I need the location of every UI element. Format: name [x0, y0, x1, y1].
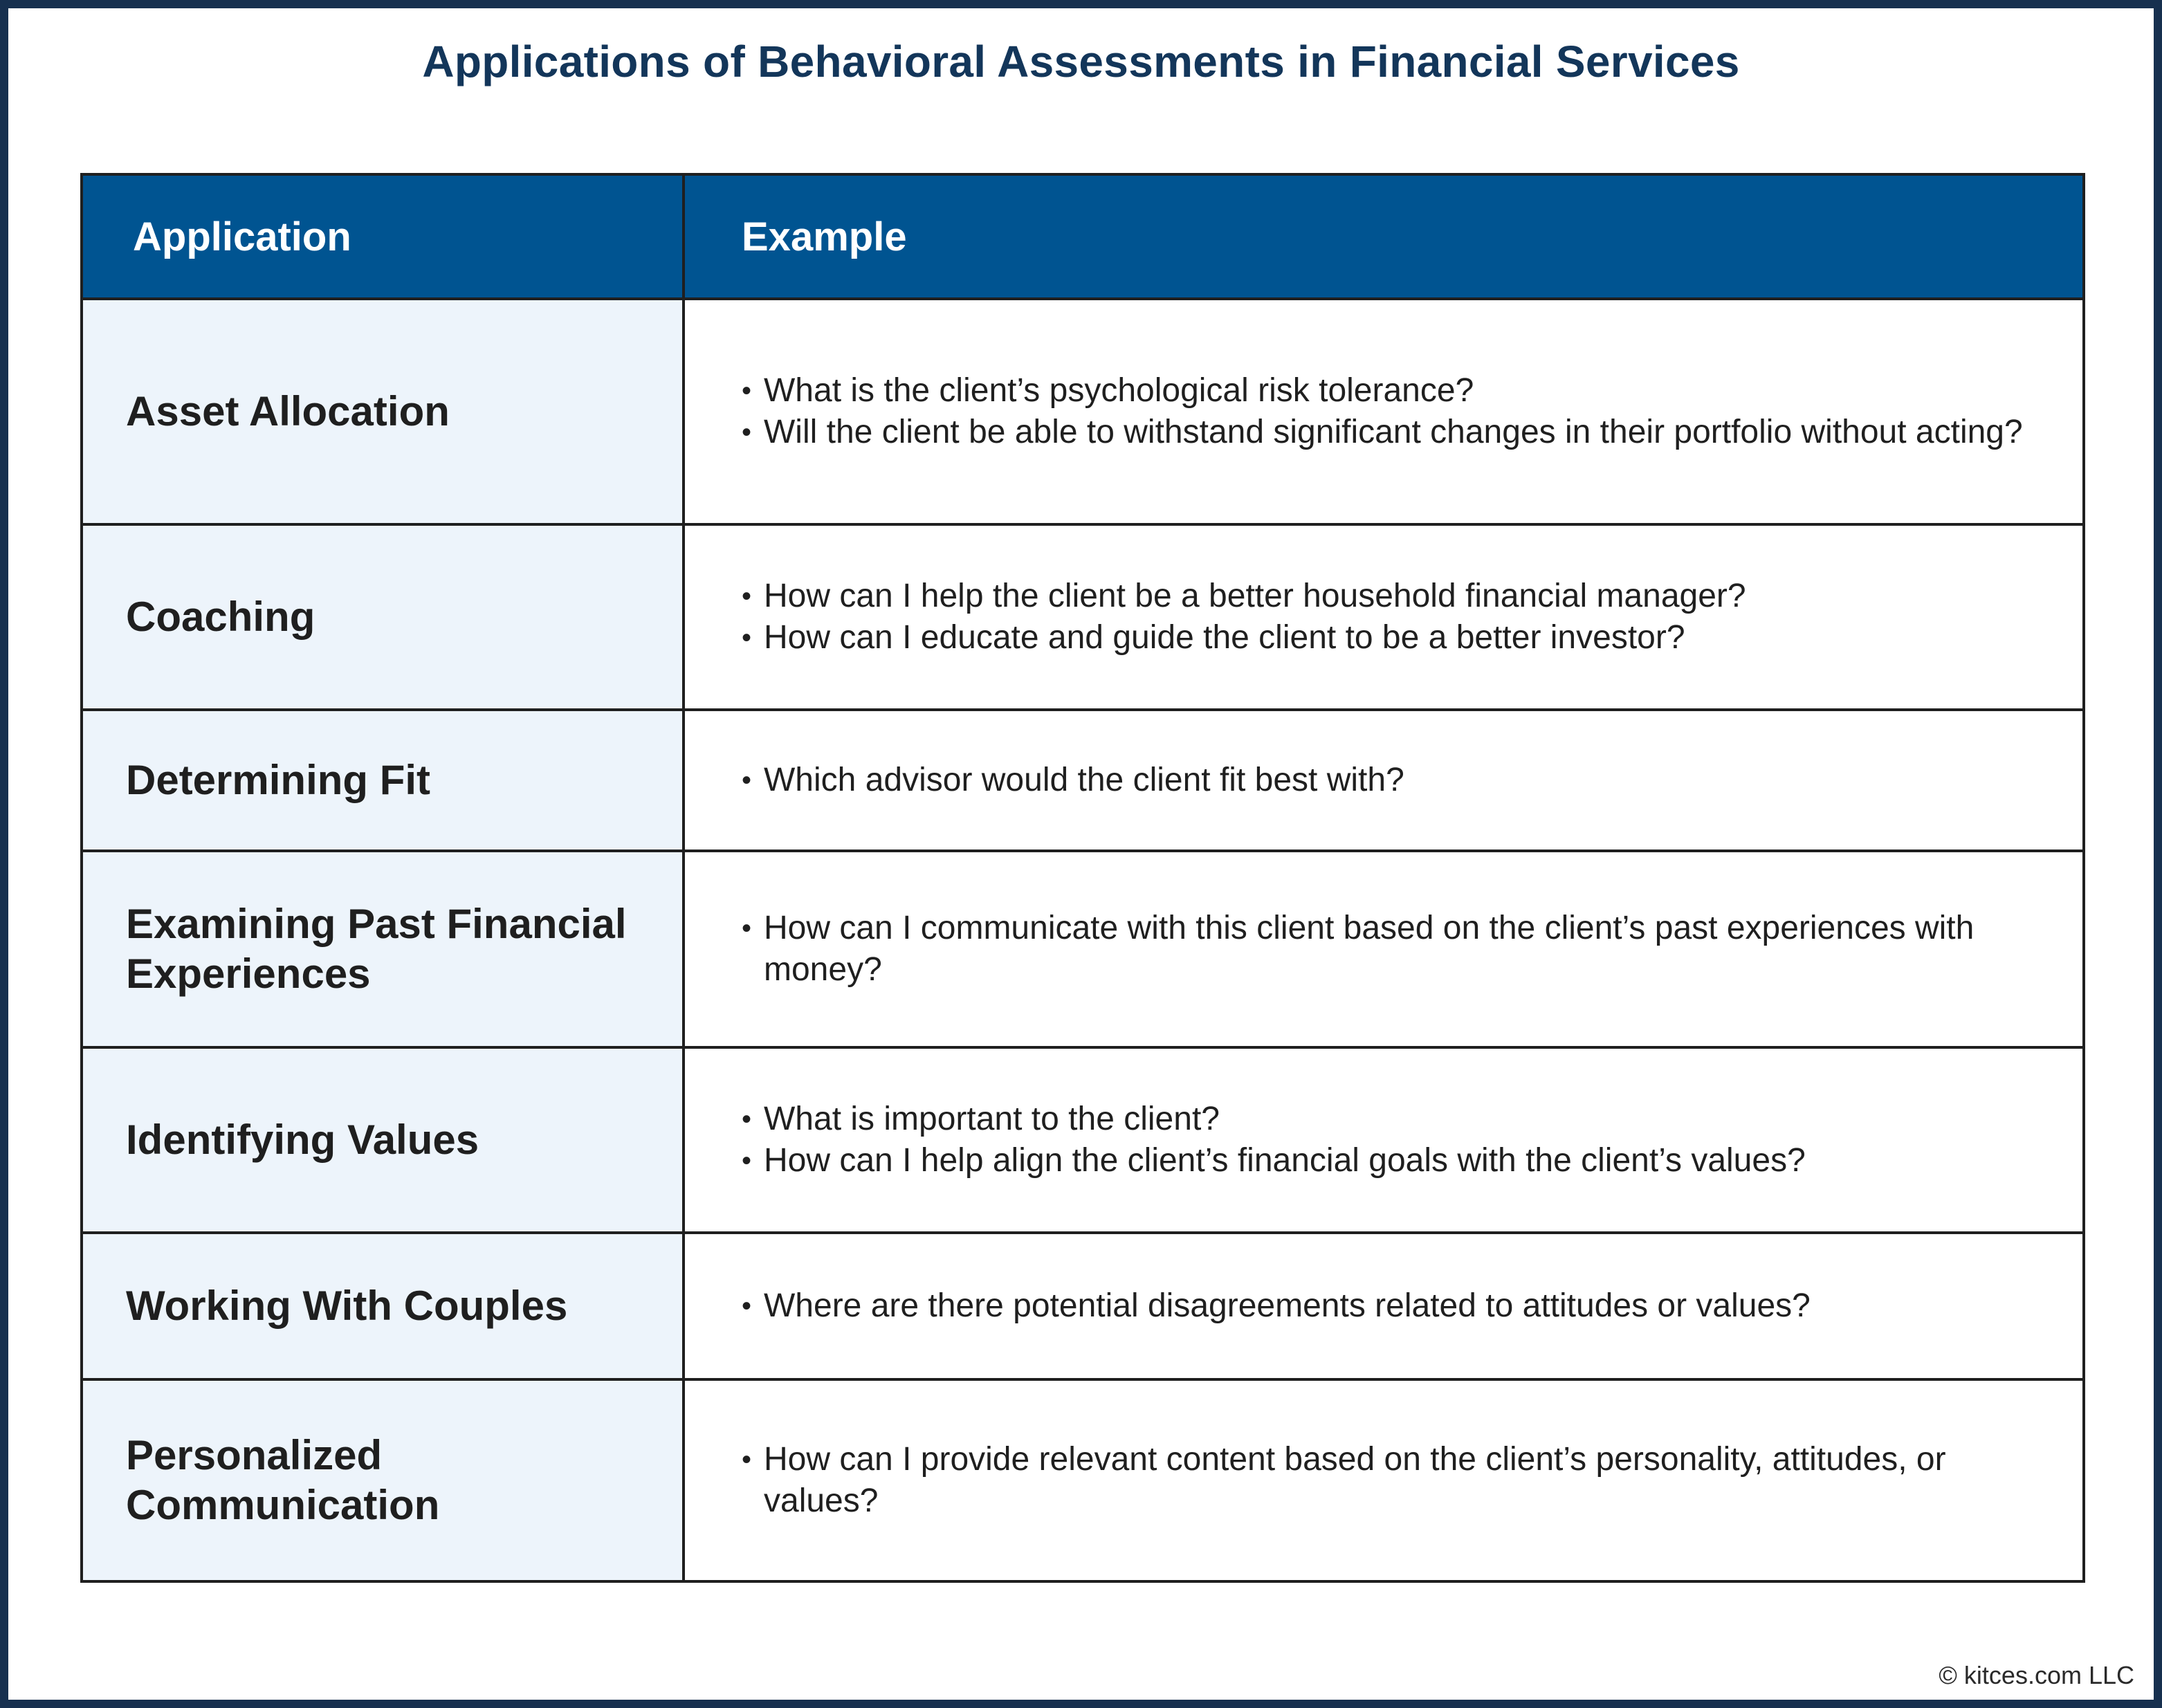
example-text: How can I help the client be a better household financial manager? — [764, 578, 1746, 614]
bullet-icon: • — [742, 417, 752, 448]
table-row — [82, 1047, 2084, 1233]
example-item — [742, 908, 2055, 991]
example-text: Which advisor would the client fit best with? — [764, 762, 1404, 798]
example-item — [742, 370, 2055, 412]
bullet-icon: • — [742, 1444, 752, 1475]
table-row — [82, 851, 2084, 1047]
bullet-icon: • — [742, 765, 752, 796]
example-item — [742, 1140, 2055, 1182]
table-row — [82, 710, 2084, 851]
example-text: Where are there potential disagreements related to attitudes or values? — [764, 1287, 1811, 1324]
example-list — [742, 1099, 2055, 1182]
example-text: How can I educate and guide the client to be a better investor? — [764, 619, 1685, 656]
example-cell — [684, 1047, 2084, 1233]
copyright-footer: © kitces.com LLC — [1939, 1661, 2134, 1689]
table-row — [82, 524, 2084, 710]
example-text: How can I communicate with this client based on the client’s past experiences with money? — [764, 910, 1975, 988]
bullet-icon: • — [742, 1104, 752, 1135]
column-header-example: Example — [684, 174, 2084, 299]
example-text: What is important to the client? — [764, 1101, 1220, 1137]
example-list — [742, 908, 2055, 991]
example-list — [742, 1285, 2055, 1327]
table-row — [82, 1233, 2084, 1379]
example-cell — [684, 1233, 2084, 1379]
column-header-application: Application — [82, 174, 684, 299]
example-item — [742, 1439, 2055, 1522]
example-item — [742, 1099, 2055, 1140]
bullet-icon: • — [742, 376, 752, 406]
example-item — [742, 760, 2055, 801]
example-list — [742, 576, 2055, 659]
bullet-icon: • — [742, 913, 752, 944]
application-cell: Identifying Values — [82, 1047, 684, 1233]
example-text: How can I help align the client’s financial goals with the client’s values? — [764, 1142, 1806, 1179]
application-cell: Coaching — [82, 524, 684, 710]
example-cell — [684, 851, 2084, 1047]
bullet-icon: • — [742, 1146, 752, 1176]
bullet-icon: • — [742, 623, 752, 653]
example-item — [742, 1285, 2055, 1327]
application-cell: Determining Fit — [82, 710, 684, 851]
example-item — [742, 412, 2055, 453]
example-text: How can I provide relevant content based on the client’s personality, attitudes, or values? — [764, 1441, 1946, 1519]
example-cell — [684, 524, 2084, 710]
example-list — [742, 370, 2055, 453]
application-cell: Working With Couples — [82, 1233, 684, 1379]
example-cell — [684, 299, 2084, 524]
application-cell: Personalized Communication — [82, 1379, 684, 1581]
bullet-icon: • — [742, 1291, 752, 1321]
bullet-icon: • — [742, 581, 752, 612]
example-text: What is the client’s psychological risk tolerance? — [764, 372, 1474, 409]
example-item — [742, 617, 2055, 659]
example-list — [742, 760, 2055, 801]
example-cell — [684, 1379, 2084, 1581]
application-cell: Examining Past Financial Experiences — [82, 851, 684, 1047]
table-header-row — [82, 174, 2084, 299]
page-title: Applications of Behavioral Assessments in Financial Services — [422, 37, 1740, 86]
application-cell: Asset Allocation — [82, 299, 684, 524]
example-cell — [684, 710, 2084, 851]
table-row — [82, 299, 2084, 524]
table-row — [82, 1379, 2084, 1581]
example-item — [742, 576, 2055, 617]
example-text: Will the client be able to withstand significant changes in their portfolio without acting? — [764, 414, 2023, 450]
example-list — [742, 1439, 2055, 1522]
applications-table — [80, 173, 2085, 1583]
